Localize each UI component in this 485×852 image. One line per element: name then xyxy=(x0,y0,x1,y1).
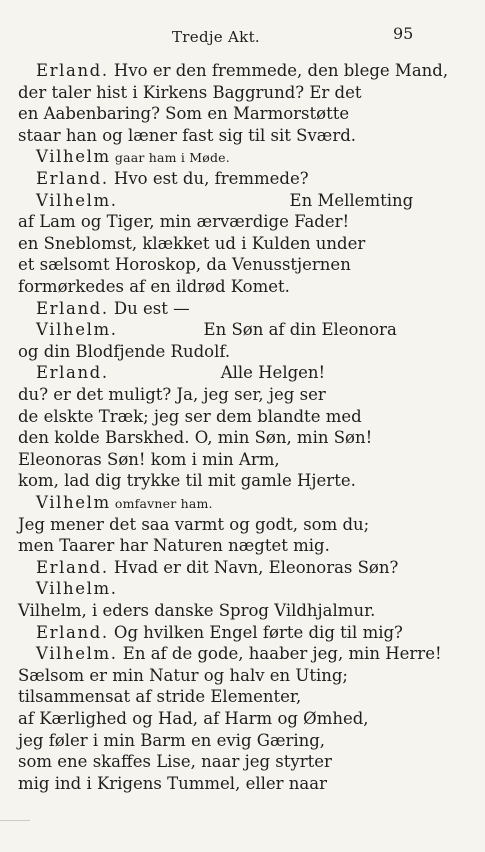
line-text: formørkedes af en ildrød Komet. xyxy=(18,277,290,296)
line-text: Sælsom er min Natur og halv en Uting; xyxy=(18,666,348,685)
line-text: Du est — xyxy=(108,299,190,318)
page-edge-mark xyxy=(0,820,30,821)
text-line xyxy=(36,622,403,644)
text-line xyxy=(18,535,330,557)
running-head-title: Tredje Akt. xyxy=(172,28,260,46)
text-line xyxy=(18,730,325,752)
line-text: og din Blodfjende Rudolf. xyxy=(18,342,231,361)
line-text: tilsammensat af stride Elementer, xyxy=(18,687,302,706)
text-line xyxy=(36,60,448,82)
speaker-name: Erland. xyxy=(36,558,109,577)
speaker-name: Erland. xyxy=(36,61,109,80)
text-line xyxy=(18,600,375,622)
text-line xyxy=(36,298,190,320)
speaker-name: Erland. xyxy=(36,299,109,318)
line-text: som ene skaffes Lise, naar jeg styrter xyxy=(18,752,332,771)
text-line xyxy=(18,449,280,471)
line-text: En Mellemting xyxy=(289,191,414,210)
speaker-name: Vilhelm. xyxy=(36,579,118,598)
speaker-name: Erland. xyxy=(36,623,109,642)
line-text: En af de gode, haaber jeg, min Herre! xyxy=(117,644,442,663)
text-line xyxy=(18,276,290,298)
speaker-name: Vilhelm xyxy=(36,147,111,166)
text-line xyxy=(18,470,356,492)
text-line xyxy=(18,406,362,428)
text-line xyxy=(36,190,413,212)
text-line xyxy=(18,773,327,795)
line-text: staar han og læner fast sig til sit Sværd. xyxy=(18,126,357,145)
speaker-name: Erland. xyxy=(36,169,109,188)
text-line xyxy=(18,708,369,730)
speaker-name: Erland. xyxy=(36,363,109,382)
text-line xyxy=(36,492,213,514)
line-text: Jeg mener det saa varmt og godt, som du; xyxy=(18,515,370,534)
line-text: du? er det muligt? Ja, jeg ser, jeg ser xyxy=(18,385,326,404)
line-text: jeg føler i min Barm en evig Gæring, xyxy=(18,731,326,750)
text-line xyxy=(18,514,369,536)
speaker-name: Vilhelm. xyxy=(36,644,118,663)
line-text: af Lam og Tiger, min ærværdige Fader! xyxy=(18,212,350,231)
line-text: mig ind i Krigens Tummel, eller naar xyxy=(18,774,327,793)
text-line xyxy=(18,82,361,104)
line-text: Vilhelm, i eders danske Sprog Vildhjalmur. xyxy=(18,601,376,620)
line-text: En Søn af din Eleonora xyxy=(203,320,397,339)
text-line xyxy=(18,751,332,773)
text-line xyxy=(18,686,301,708)
text-line xyxy=(36,578,118,600)
text-line xyxy=(36,362,325,384)
text-line xyxy=(18,665,348,687)
text-line xyxy=(18,427,372,449)
text-line xyxy=(36,643,442,665)
stage-direction: gaar ham i Møde. xyxy=(110,150,230,165)
text-line xyxy=(36,146,230,168)
text-line xyxy=(36,319,397,341)
text-line xyxy=(18,211,349,233)
line-text: en Sneblomst, klækket ud i Kulden under xyxy=(18,234,366,253)
text-line xyxy=(18,103,349,125)
line-text: de elskte Træk; jeg ser dem blandte med xyxy=(18,407,362,426)
running-head xyxy=(0,24,485,46)
line-text: et sælsomt Horoskop, da Venusstjernen xyxy=(18,255,351,274)
line-text: Og hvilken Engel førte dig til mig? xyxy=(108,623,403,642)
line-text: Hvo er den fremmede, den blege Mand, xyxy=(108,61,449,80)
line-text: Hvo est du, fremmede? xyxy=(108,169,309,188)
line-text: den kolde Barskhed. O, min Søn, min Søn! xyxy=(18,428,373,447)
line-text: Alle Helgen! xyxy=(220,363,326,382)
text-line xyxy=(36,557,398,579)
text-line xyxy=(18,125,356,147)
line-text: Hvad er dit Navn, Eleonoras Søn? xyxy=(108,558,399,577)
line-text: en Aabenbaring? Som en Marmorstøtte xyxy=(18,104,350,123)
page-number: 95 xyxy=(393,24,414,43)
line-text: men Taarer har Naturen nægtet mig. xyxy=(18,536,330,555)
stage-direction: omfavner ham. xyxy=(110,496,213,511)
text-line xyxy=(18,233,365,255)
line-text: af Kærlighed og Had, af Harm og Ømhed, xyxy=(18,709,369,728)
line-text: der taler hist i Kirkens Baggrund? Er det xyxy=(18,83,362,102)
speaker-name: Vilhelm xyxy=(36,493,111,512)
speaker-name: Vilhelm. xyxy=(36,320,118,339)
text-line xyxy=(36,168,309,190)
text-line xyxy=(18,384,326,406)
text-line xyxy=(18,341,230,363)
line-text: Eleonoras Søn! kom i min Arm, xyxy=(18,450,280,469)
line-text: kom, lad dig trykke til mit gamle Hjerte. xyxy=(18,471,356,490)
text-line xyxy=(18,254,351,276)
speaker-name: Vilhelm. xyxy=(36,191,118,210)
